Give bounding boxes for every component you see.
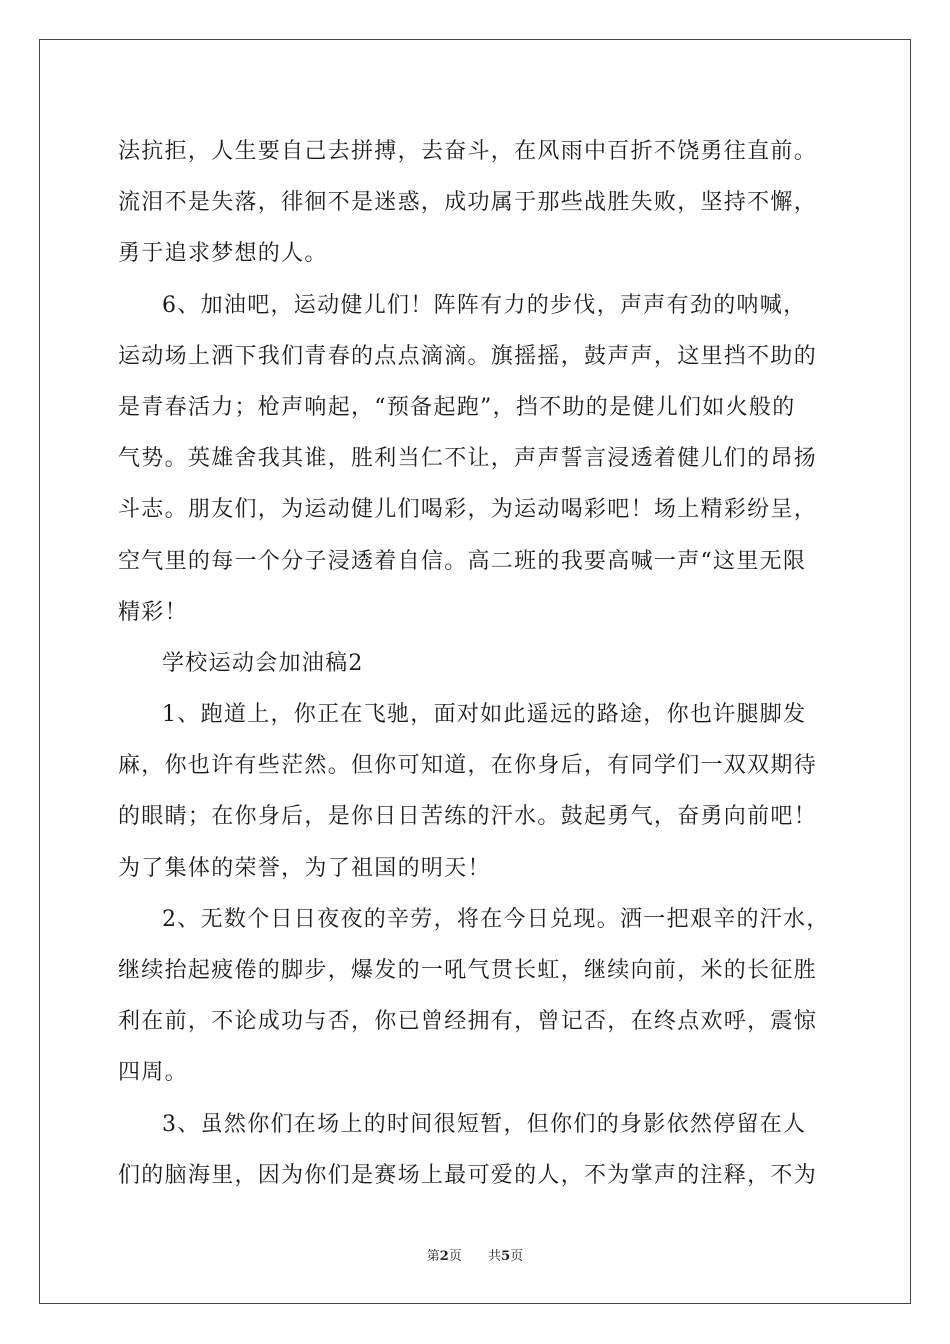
paragraph	[118, 894, 834, 1099]
section-heading	[118, 638, 834, 689]
page-number-label	[427, 1245, 462, 1264]
document-body	[118, 126, 834, 1201]
total-suffix: 页	[510, 1249, 524, 1264]
text-line: 为了集体的荣誉，为了祖国的明天！	[118, 855, 491, 881]
text-line: 精彩！	[118, 599, 188, 625]
paragraph	[118, 1099, 834, 1201]
text-line: 空气里的每一个分子浸透着自信。高二班的我要高喊一声“这里无限	[118, 548, 807, 574]
text-line: 的眼睛；在你身后，是你日日苦练的汗水。鼓起勇气，奋勇向前吧！	[118, 804, 818, 830]
text-line: 6、加油吧，运动健儿们！阵阵有力的步伐，声声有劲的呐喊，	[162, 292, 807, 318]
page-suffix: 页	[448, 1249, 462, 1264]
total-pages: 5	[501, 1249, 511, 1264]
text-line: 们的脑海里，因为你们是赛场上最可爱的人，不为掌声的注释，不为	[118, 1162, 818, 1188]
text-line: 利在前，不论成功与否，你已曾经拥有，曾记否，在终点欢呼，震惊	[118, 1009, 818, 1035]
text-line: 法抗拒，人生要自己去拼搏，去奋斗，在风雨中百折不饶勇往直前。	[118, 139, 818, 164]
paragraph	[118, 126, 834, 280]
text-line: 是青春活力；枪声响起，“预备起跑”，挡不助的是健儿们如火般的	[118, 394, 796, 420]
heading-text: 学校运动会加油稿2	[162, 650, 364, 676]
text-line: 运动场上洒下我们青春的点点滴滴。旗摇摇，鼓声声，这里挡不助的	[118, 343, 818, 369]
text-line: 3、虽然你们在场上的时间很短暂，但你们的身影依然停留在人	[162, 1111, 807, 1137]
paragraph	[118, 280, 834, 638]
text-line: 继续抬起疲倦的脚步，爆发的一吼气贯长虹，继续向前，米的长征胜	[118, 958, 818, 983]
text-line: 2、无数个日日夜夜的辛劳，将在今日兑现。洒一把艰辛的汗水，	[162, 906, 830, 932]
text-line: 气势。英雄舍我其谁，胜利当仁不让，声声誓言浸透着健儿们的昂扬	[118, 446, 818, 472]
paragraph	[118, 689, 834, 894]
page-number: 2	[439, 1249, 449, 1264]
text-line: 麻，你也许有些茫然。但你可知道，在你身后，有同学们一双双期待	[118, 753, 818, 779]
text-line: 勇于追求梦想的人。	[118, 241, 328, 267]
text-line: 流泪不是失落，徘徊不是迷惑，成功属于那些战胜失败，坚持不懈，	[118, 190, 818, 216]
page-prefix: 第	[426, 1249, 440, 1264]
total-prefix: 共	[488, 1249, 502, 1264]
text-line: 四周。	[118, 1060, 188, 1086]
page-footer	[0, 1245, 950, 1264]
text-line: 1、跑道上，你正在飞驰，面对如此遥远的路途，你也许腿脚发	[162, 702, 807, 728]
total-pages-label	[488, 1245, 523, 1264]
text-line: 斗志。朋友们，为运动健儿们喝彩，为运动喝彩吧！场上精彩纷呈，	[118, 497, 818, 523]
